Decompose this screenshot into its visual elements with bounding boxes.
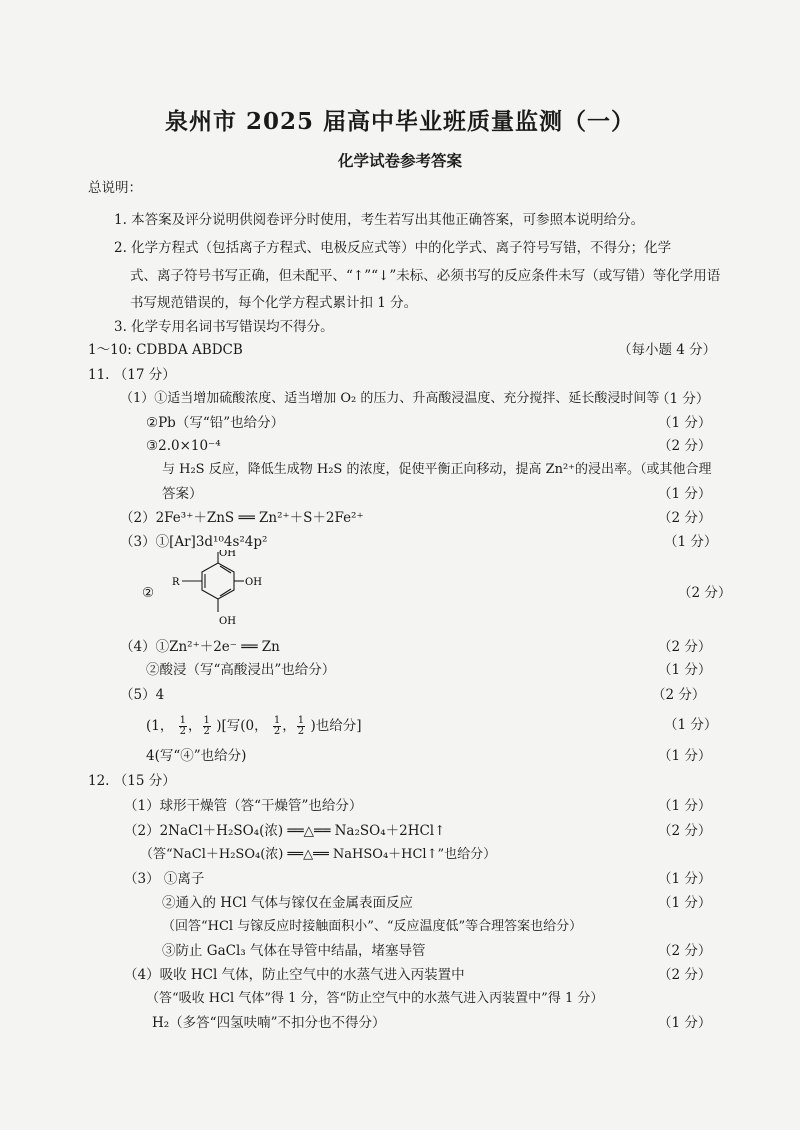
oh-bottom-label: OH bbox=[219, 616, 236, 627]
r-group-label: R bbox=[172, 577, 180, 588]
q12-p5-score: （1 分） bbox=[658, 1015, 712, 1031]
fraction-numerator: 1 bbox=[179, 715, 187, 726]
q12-p1-score: （1 分） bbox=[658, 798, 712, 814]
q12-p2-score: （2 分） bbox=[658, 823, 712, 839]
q11-p3-1: （3）①[Ar]3d¹⁰4s²4p² bbox=[120, 534, 268, 550]
general-rule-2b: 式、离子符号书写正确，但未配平、“↑”“↓”未标、必须书写的反应条件未写（或写错）等化学用语 bbox=[130, 268, 721, 284]
q11-p1-4a: 与 H₂S 反应，降低生成物 H₂S 的浓度，促使平衡正向移动，提高 Zn²⁺的浸出率。（或其他合理 bbox=[162, 462, 712, 477]
q12-p3-3: ③防止 GaCl₃ 气体在导管中结晶，堵塞导管 bbox=[162, 943, 426, 959]
q11-p5-1: （5）4 bbox=[120, 687, 165, 703]
fraction-half-1 bbox=[179, 716, 187, 737]
general-rule-1: 1. 本答案及评分说明供阅卷评分时使用，考生若写出其他正确答案，可参照本说明给分。 bbox=[114, 212, 645, 228]
q11-p2: （2）2Fe³⁺＋ZnS ══ Zn²⁺＋S＋2Fe²⁺ bbox=[120, 510, 364, 526]
fraction-numerator: 1 bbox=[273, 715, 281, 726]
q12-p2-alt: （答“NaCl＋H₂SO₄(浓) ══△══ NaHSO₄＋HCl↑”也给分） bbox=[140, 847, 497, 862]
q11-p1-4b: 答案） bbox=[162, 486, 203, 502]
q12-p4: （4）吸收 HCl 气体，防止空气中的水蒸气进入丙装置中 bbox=[124, 967, 465, 983]
q12-p3-2-score: （1 分） bbox=[658, 895, 712, 911]
q12-p2: （2）2NaCl＋H₂SO₄(浓) ══△══ Na₂SO₄＋2HCl↑ bbox=[124, 823, 446, 839]
q11-p4-1: （4）①Zn²⁺＋2e⁻ ══ Zn bbox=[120, 639, 280, 655]
q12-p3-2-note: （回答“HCl 与镓反应时接触面积小”、“反应温度低”等合理答案也给分） bbox=[162, 919, 583, 934]
page-title: 泉州市 2025 届高中毕业班质量监测（一） bbox=[164, 108, 636, 135]
q11-p5-2-score: （1 分） bbox=[664, 717, 718, 733]
q12-p3-3-score: （2 分） bbox=[658, 943, 712, 959]
q12-p4-score: （2 分） bbox=[658, 967, 712, 983]
oh-right-label: OH bbox=[245, 577, 262, 588]
q11-p1-1-score: （1 分） bbox=[656, 391, 710, 407]
q12-p3-1-score: （1 分） bbox=[658, 871, 712, 887]
benzene-ring bbox=[202, 563, 234, 599]
general-rule-2c: 书写规范错误的，每个化学方程式累计扣 1 分。 bbox=[130, 295, 418, 311]
pyrogallol-structure bbox=[160, 550, 270, 630]
q12-p3-2: ②通入的 HCl 气体与镓仅在金属表面反应 bbox=[162, 895, 414, 911]
q11-p5-1-score: （2 分） bbox=[652, 687, 706, 703]
fraction-denominator: 2 bbox=[179, 726, 187, 737]
q11-p4-2: ②酸浸（写“高酸浸出”也给分） bbox=[146, 662, 336, 678]
q11-p1-2: ②Pb（写“铅”也给分） bbox=[146, 415, 285, 431]
q12-heading: 12. （15 分） bbox=[88, 773, 176, 789]
fraction-numerator: 1 bbox=[203, 715, 210, 726]
mc-score: （每小题 4 分） bbox=[618, 342, 717, 358]
fraction-half-2 bbox=[203, 716, 211, 737]
general-rule-3: 3. 化学专用名词书写错误均不得分。 bbox=[114, 319, 334, 335]
page-subtitle: 化学试卷参考答案 bbox=[337, 151, 462, 170]
mc-answers: 1～10: CDBDA ABDCB bbox=[88, 342, 243, 358]
q11-p3-1-score: （1 分） bbox=[664, 534, 718, 550]
general-rule-2a: 2. 化学方程式（包括离子方程式、电极反应式等）中的化学式、离子符号写错，不得分；化学 bbox=[114, 240, 672, 256]
q11-p2-score: （2 分） bbox=[658, 510, 712, 526]
q11-heading: 11. （17 分） bbox=[88, 367, 176, 383]
q11-p4-1-score: （2 分） bbox=[658, 639, 712, 655]
q12-p3-1: （3） ①离子 bbox=[124, 871, 205, 887]
oh-top-label: OH bbox=[219, 550, 236, 559]
coord-alt-close: )也给分] bbox=[310, 718, 362, 734]
q12-p1: （1）球形干燥管（答“干燥管”也给分） bbox=[124, 798, 363, 814]
fraction-half-4 bbox=[297, 716, 305, 737]
q11-p5-2: (1， $\frac{1}{2}$ ， $\frac{1}{2}$ )[写(0， $\frac{1}{2}$ ， $\frac{1}{2}$ )也给分] bbox=[146, 715, 362, 737]
q12-p4-note: （答“吸收 HCl 气体”得 1 分，答“防止空气中的水蒸气进入丙装置中”得 1 分） bbox=[146, 991, 604, 1006]
q12-p5: H₂（多答“四氢呋喃”不扣分也不得分） bbox=[152, 1015, 386, 1031]
coord-open: (1， bbox=[146, 718, 174, 734]
q11-p4-2-score: （1 分） bbox=[658, 662, 712, 678]
q11-p5-3: 4(写“④”也给分) bbox=[146, 748, 247, 764]
fraction-denominator: 2 bbox=[273, 726, 281, 737]
q11-p3-2-score: （2 分） bbox=[678, 585, 732, 601]
q11-p5-3-score: （1 分） bbox=[658, 748, 712, 764]
coord-alt-open: )[写(0， bbox=[216, 718, 268, 734]
fraction-denominator: 2 bbox=[203, 726, 210, 737]
q11-p1-1: （1）①适当增加硫酸浓度、适当增加 O₂ 的压力、升高酸浸温度、充分搅拌、延长酸浸时间等 bbox=[120, 391, 660, 406]
fraction-numerator: 1 bbox=[297, 715, 305, 726]
q11-p1-2-score: （1 分） bbox=[658, 415, 712, 431]
q11-p1-3: ③2.0×10⁻⁴ bbox=[146, 438, 221, 454]
q11-p3-2: ② bbox=[142, 585, 155, 601]
q11-p1-4-score: （1 分） bbox=[658, 486, 712, 502]
q11-p1-3-score: （2 分） bbox=[658, 438, 712, 454]
fraction-half-3 bbox=[273, 716, 281, 737]
general-heading: 总说明： bbox=[88, 180, 142, 196]
fraction-denominator: 2 bbox=[297, 726, 305, 737]
